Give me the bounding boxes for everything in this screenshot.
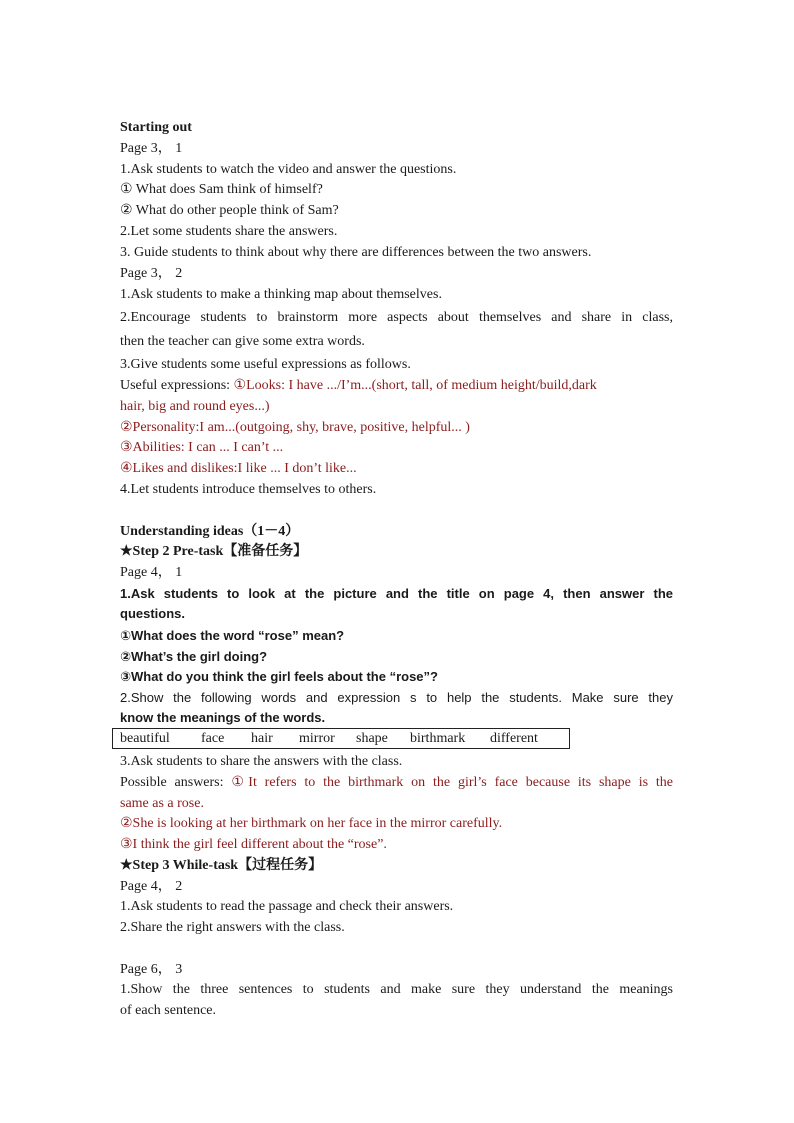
page-ref: Page 6， 3: [120, 962, 183, 977]
instruction-line: 1.Ask students to watch the video and answer the questions.: [120, 162, 457, 177]
page-ref: Page 4， 2: [120, 879, 183, 894]
looks-expression: ①Looks: I have .../I’m...(short, tall, of medium height/build,dark: [233, 378, 597, 393]
question-line: ③What do you think the girl feels about the “rose”?: [120, 669, 438, 684]
page-ref: Page 3， 1: [120, 141, 183, 156]
useful-expressions-line: [120, 377, 597, 395]
vocab-word: mirror: [299, 731, 335, 746]
instruction-line: then the teacher can give some extra words.: [120, 334, 365, 349]
step-title: ★Step 2 Pre-task【准备任务】: [120, 544, 308, 559]
instruction-line: know the meanings of the words.: [120, 710, 326, 725]
instruction-line: 3.Give students some useful expressions as follows.: [120, 357, 411, 372]
instruction-line: 3. Guide students to think about why there are differences between the two answers.: [120, 245, 592, 260]
instruction-line: 2.Encourage students to brainstorm more aspects about themselves and share in class,: [120, 310, 673, 325]
abilities-expression: ③Abilities: I can ... I can’t ...: [120, 440, 284, 455]
vocab-word: hair: [251, 731, 273, 746]
answer-three: ③I think the girl feel different about the “rose”.: [120, 837, 387, 852]
answer-two: ②She is looking at her birthmark on her face in the mirror carefully.: [120, 816, 503, 831]
instruction-line: 4.Let students introduce themselves to others.: [120, 482, 377, 497]
question-line: ②What’s the girl doing?: [120, 649, 268, 664]
answer-one: ①It refers to the birthmark on the girl’s face because its shape is the: [231, 775, 673, 790]
personality-expression: ②Personality:I am...(outgoing, shy, brave, positive, helpful... ): [120, 420, 470, 435]
step-title: ★Step 3 While-task【过程任务】: [120, 858, 323, 873]
section-heading-starting-out: Starting out: [120, 120, 192, 135]
page-ref: Page 4， 1: [120, 565, 183, 580]
instruction-line: 2.Show the following words and expression s to help the students. Make sure they: [120, 690, 673, 705]
vocab-word: shape: [356, 731, 388, 746]
vocabulary-box: [112, 728, 570, 749]
question-line: ①What does the word “rose” mean?: [120, 628, 345, 643]
instruction-line: of each sentence.: [120, 1003, 216, 1018]
instruction-line: questions.: [120, 606, 186, 621]
question-line: ② What do other people think of Sam?: [120, 203, 339, 218]
useful-expressions-label: Useful expressions:: [120, 378, 234, 393]
instruction-line: 2.Share the right answers with the class.: [120, 920, 345, 935]
vocab-word: beautiful: [120, 731, 170, 746]
instruction-line: 1.Ask students to make a thinking map about themselves.: [120, 287, 442, 302]
vocab-word: different: [490, 731, 538, 746]
possible-answers-line: [120, 774, 673, 792]
instruction-line: 1.Ask students to look at the picture and the title on page 4, then answer the: [120, 586, 673, 601]
answer-one-cont: same as a rose.: [120, 796, 204, 811]
possible-answers-label: Possible answers:: [120, 775, 232, 790]
vocab-word: face: [201, 731, 225, 746]
instruction-line: 1.Show the three sentences to students and make sure they understand the meanings: [120, 982, 673, 997]
question-line: ① What does Sam think of himself?: [120, 182, 323, 197]
page-ref: Page 3， 2: [120, 266, 183, 281]
instruction-line: 2.Let some students share the answers.: [120, 224, 338, 239]
likes-expression: ④Likes and dislikes:I like ... I don’t like...: [120, 461, 357, 476]
instruction-line: 3.Ask students to share the answers with the class.: [120, 754, 403, 769]
section-heading-understanding-ideas: Understanding ideas（1－4）: [120, 524, 300, 539]
looks-expression-cont: hair, big and round eyes...): [120, 399, 270, 414]
instruction-line: 1.Ask students to read the passage and check their answers.: [120, 899, 454, 914]
vocab-word: birthmark: [410, 731, 466, 746]
